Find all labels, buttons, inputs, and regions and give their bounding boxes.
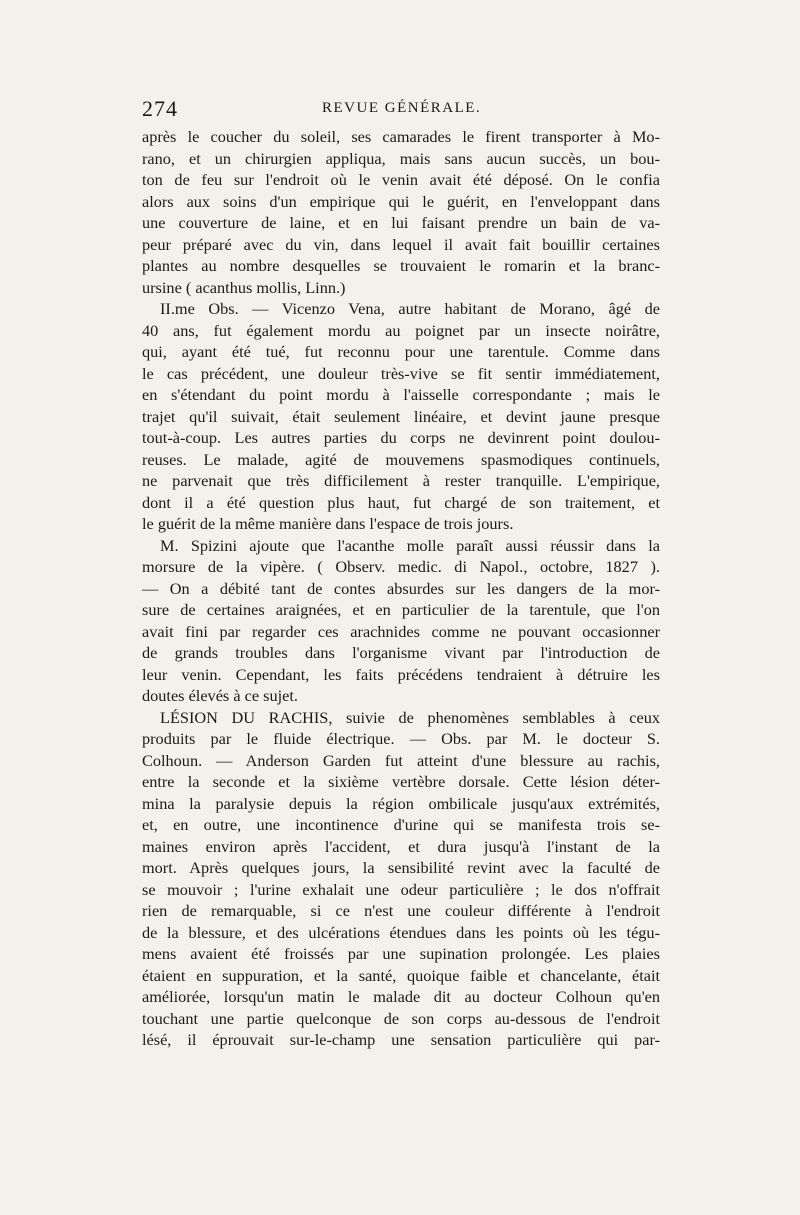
text-line: peur préparé avec du vin, dans lequel il avait fait bouillir certaines	[142, 234, 660, 254]
text-line: entre la seconde et la sixième vertèbre dorsale. Cette lésion déter-	[142, 772, 660, 791]
text-line: et, en outre, une incontinence d'urine qui se manifesta trois se-	[142, 815, 660, 834]
text-line: morsure de la vipère. ( Observ. medic. di Napol., octobre, 1827 ).	[142, 557, 660, 576]
text-line: ursine ( acanthus mollis, Linn.)	[142, 277, 346, 297]
text-line: doutes élevés à ce sujet.	[142, 686, 298, 705]
text-line: ne parvenait que très difficilement à rester tranquille. L'empirique,	[142, 471, 660, 490]
text-line: lésé, il éprouvait sur-le-champ une sensation particulière qui par-	[142, 1030, 660, 1049]
text-line: mort. Après quelques jours, la sensibilité revint avec la faculté de	[142, 858, 660, 877]
text-line: dont il a été question plus haut, fut chargé de son traitement, et	[142, 492, 660, 512]
text-line: leur venin. Cependant, les faits précédens tendraient à détruire les	[142, 664, 660, 684]
text-line: mina la paralysie depuis la région ombilicale jusqu'aux extrémités,	[142, 793, 660, 813]
text-line: — On a débité tant de contes absurdes sur les dangers de la mor-	[142, 578, 660, 598]
text-line: II.me Obs. — Vicenzo Vena, autre habitant de Morano, âgé de	[160, 299, 660, 318]
text-line: le guérit de la même manière dans l'espace de trois jours.	[142, 514, 514, 533]
text-line: se mouvoir ; l'urine exhalait une odeur particulière ; le dos n'offrait	[142, 879, 660, 899]
text-line: le cas précédent, une douleur très-vive se fit sentir immédiatement,	[142, 363, 660, 383]
text-line: alors aux soins d'un empirique qui le guérit, en l'enveloppant dans	[142, 191, 660, 211]
text-line: plantes au nombre desquelles se trouvaient le romarin et la branc-	[142, 256, 660, 275]
text-line: de grands troubles dans l'organisme vivant par l'introduction de	[142, 643, 660, 662]
text-line: après le coucher du soleil, ses camarades le firent transporter à Mo-	[142, 127, 660, 146]
text-line: améliorée, lorsqu'un matin le malade dit au docteur Colhoun qu'en	[142, 987, 660, 1006]
text-line: reuses. Le malade, agité de mouvemens spasmodiques continuels,	[142, 449, 660, 469]
text-line: LÉSION DU RACHIS, suivie de phenomènes semblables à ceux	[160, 707, 660, 727]
text-line: de la blessure, et des ulcérations étendues dans les points où les tégu-	[142, 922, 660, 942]
text-line: maines environ après l'accident, et dura jusqu'à l'instant de la	[142, 836, 660, 856]
page-header	[142, 96, 660, 126]
text-line: tout-à-coup. Les autres parties du corps ne devinrent point doulou-	[142, 428, 660, 447]
text-line: Colhoun. — Anderson Garden fut atteint d'une blessure au rachis,	[142, 750, 660, 770]
text-line: produits par le fluide électrique. — Obs. par M. le docteur S.	[142, 729, 660, 748]
text-line: qui, ayant été tué, fut reconnu pour une tarentule. Comme dans	[142, 342, 660, 361]
text-line: rano, et un chirurgien appliqua, mais sans aucun succès, un bou-	[142, 148, 660, 168]
text-line: étaient en suppuration, et la santé, quoique faible et chancelante, était	[142, 965, 660, 985]
text-line: M. Spizini ajoute que l'acanthe molle paraît aussi réussir dans la	[160, 535, 660, 555]
text-line: rien de remarquable, si ce n'est une couleur différente à l'endroit	[142, 901, 660, 920]
text-line: 40 ans, fut également mordu au poignet par un insecte noirâtre,	[142, 320, 660, 340]
text-line: avait fini par regarder ces arachnides comme ne pouvant occasionner	[142, 621, 660, 641]
text-line: sure de certaines araignées, et en particulier de la tarentule, que l'on	[142, 600, 660, 619]
text-line: touchant une partie quelconque de son corps au-dessous de l'endroit	[142, 1008, 660, 1028]
text-line: mens avaient été froissés par une supination prolongée. Les plaies	[142, 944, 660, 963]
text-line: une couverture de laine, et en lui faisant prendre un bain de va-	[142, 213, 660, 232]
text-line: ton de feu sur l'endroit où le venin avait été déposé. On le confia	[142, 170, 660, 189]
text-line: trajet qu'il suivait, était seulement linéaire, et devint jaune presque	[142, 406, 660, 426]
text-line: en s'étendant du point mordu à l'aisselle correspondante ; mais le	[142, 385, 660, 404]
page-number: 274	[142, 96, 178, 121]
body-text	[142, 126, 660, 1051]
running-head: REVUE GÉNÉRALE.	[322, 100, 482, 116]
